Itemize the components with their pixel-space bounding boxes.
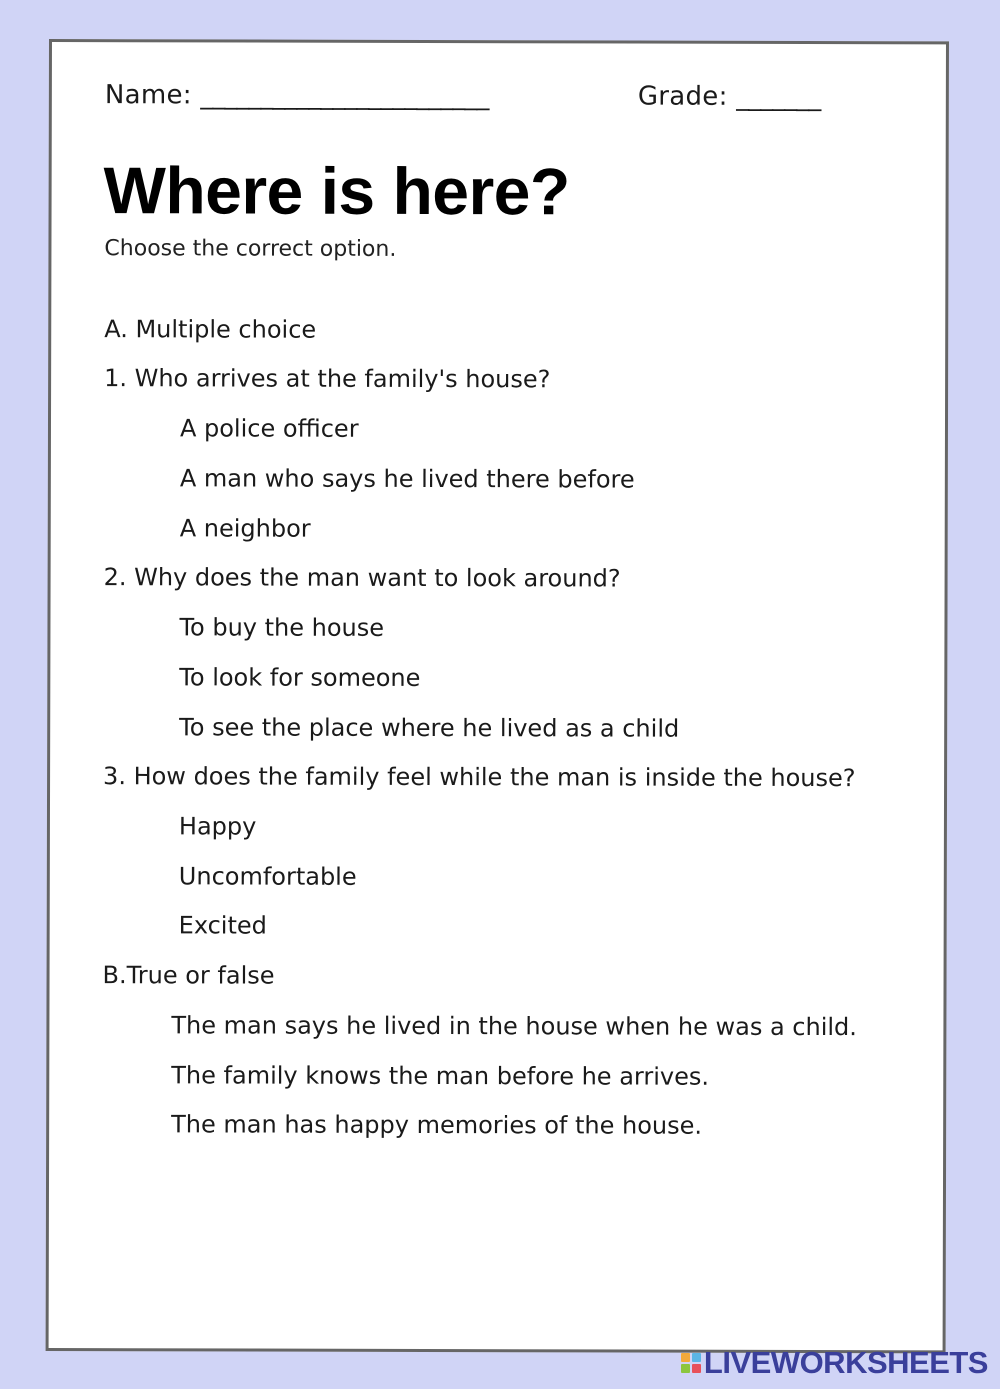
liveworksheets-brand[interactable]	[681, 1345, 988, 1381]
question-3: 3. How does the family feel while the man is inside the house?	[103, 762, 856, 793]
option-q1-c[interactable]: A neighbor	[179, 514, 311, 543]
logo-square-3	[681, 1364, 690, 1373]
name-blank[interactable]: ________________________	[200, 80, 489, 112]
option-q1-a[interactable]: A police officer	[179, 414, 359, 443]
brand-text: LIVEWORKSHEETS	[703, 1345, 988, 1380]
instructions: Choose the correct option.	[104, 236, 397, 262]
name-field[interactable]	[105, 80, 489, 111]
question-2: 2. Why does the man want to look around?	[103, 563, 621, 593]
statement-2[interactable]: The family knows the man before he arrives.	[171, 1061, 710, 1091]
logo-square-4	[692, 1364, 701, 1373]
option-q2-a[interactable]: To buy the house	[179, 613, 385, 642]
option-q3-a[interactable]: Happy	[178, 812, 257, 841]
grade-label: Grade:	[637, 81, 728, 112]
statement-3[interactable]: The man has happy memories of the house.	[171, 1110, 703, 1140]
logo-square-2	[692, 1353, 701, 1362]
option-q3-b[interactable]: Uncomfortable	[178, 862, 357, 891]
grade-blank[interactable]: _______	[736, 81, 821, 113]
page-title: Where is here?	[103, 153, 570, 229]
option-q3-c[interactable]: Excited	[178, 911, 267, 940]
grade-field[interactable]	[638, 82, 820, 112]
option-q2-b[interactable]: To look for someone	[179, 663, 421, 692]
option-q2-c[interactable]: To see the place where he lived as a child	[179, 713, 680, 743]
name-label: Name:	[104, 80, 192, 111]
question-1: 1. Who arrives at the family's house?	[104, 364, 551, 394]
liveworksheets-logo-icon	[681, 1353, 701, 1373]
section-a-heading: A. Multiple choice	[104, 315, 317, 344]
worksheet-page	[46, 39, 949, 1353]
statement-1[interactable]: The man says he lived in the house when he was a child.	[171, 1011, 857, 1042]
option-q1-b[interactable]: A man who says he lived there before	[179, 464, 635, 494]
section-b-heading: B.True or false	[102, 961, 275, 990]
logo-square-1	[681, 1353, 690, 1362]
